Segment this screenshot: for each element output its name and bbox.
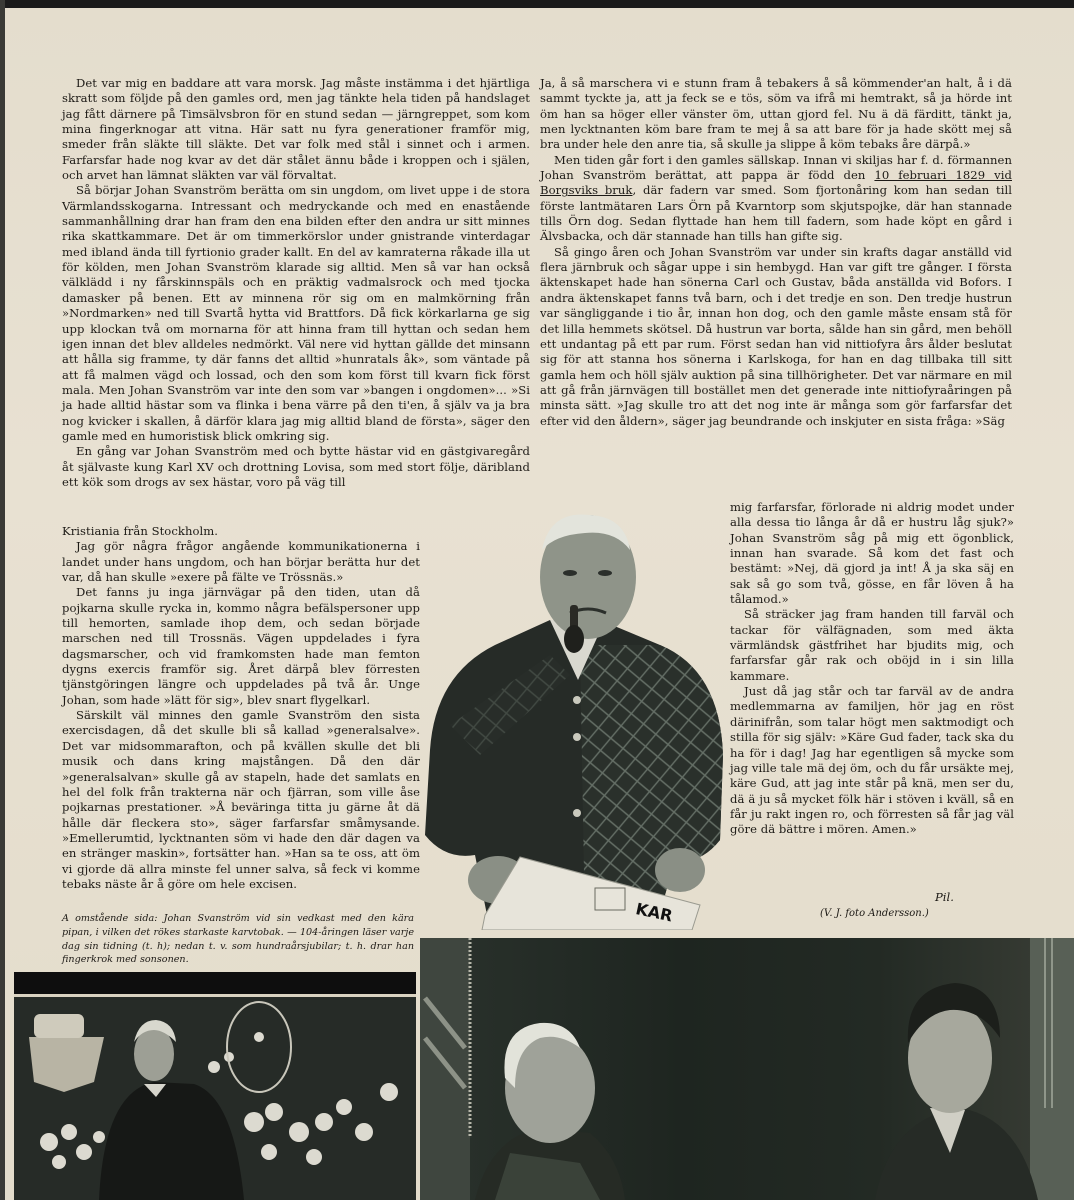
- article-paragraph: Kristiania från Stockholm.: [62, 524, 219, 538]
- article-paragraph: Ja, å så marschera vi e stunn fram å tebakers å så kömmender'an halt, å i dä sammt tyckte ja, att ja feck se e tös, söm va ifrå mi hemtrakt, så ja hörde int öm han sa höger eller vänster öm, uttan gjord fel. Nu ä dä färditt, tänkt ja, men lycktnanten köm bare fram te mej å sa att bare för ja hade skött mej så bra under hele den anre tia, så skulle ja slippe å köm tebaks åre därpå.»: [540, 76, 1012, 152]
- scan-left-edge: [0, 0, 5, 1200]
- photo-fingerpulling-with-grandson: [420, 938, 1074, 1200]
- paragraph-text: Men tiden går fort i den gamles sällskap. Innan vi skiljas har f. d. förmannen Johan Svanström berättat, att pappa är född den: [540, 152, 1012, 183]
- article-column-left: [62, 76, 530, 490]
- newspaper-masthead: KAR: [634, 899, 675, 926]
- photo-caption: A omstående sida: Johan Svanström vid sin vedkast med den kära pipan, i vilken det rökes starkaste karvtobak. — 104-åringen läser varje dag sin tidning (t. h); nedan t. v. som hundraårsjubilar; t. h. drar han fingerkrok med sonsonen.: [62, 913, 414, 966]
- article-paragraph: Det var mig en baddare att vara morsk. Jag måste instämma i det hjärtliga skratt som följde på den gamles ord, men jag tänkte hela tiden på handslaget jag fått därnere på Timsälvsbron för en stund sedan — järngreppet, som kom mina fingerknogar att vitna. Här satt nu fyra generationer framför mig, smeder från släkte till släkte. Det var folk med stål i sinnet och i armen. Farfarsfar hade nog kvar av det där stålet ännu både i kroppen och i själen, och arvet han lämnat släkten var väl förvaltat.: [62, 76, 530, 183]
- article-paragraph: mig farfarsfar, förlorade ni aldrig modet under alla dessa tio långa år då er hustru låg sjuk?» Johan Svanström såg på mig ett ögonblick, innan han svarade. Så kom det fast och bestämt: »Nej, dä gjord ja int! Å ja ska säj en sak så go som två, gösse, en får löven å ha tålamod.»: [730, 500, 1014, 607]
- underlined-birth-date: 10 februari 1829 vid Borgsviks bruk: [540, 168, 1012, 198]
- article-paragraph: En gång var Johan Svanström med och bytte hästar vid en gästgivaregård åt självaste kung Karl XV och drottning Lovisa, som med stort följe, däribland ett kök som drogs av sex hästar, voro på väg till: [62, 444, 530, 489]
- article-paragraph: Så gingo åren och Johan Svanström var under sin krafts dagar anställd vid flera järnbruk och sågar uppe i sin hembygd. Han var gift tre gånger. I första äktenskapet hade han sönerna Carl och Gustav, båda anställda vid Bofors. I andra äktenskapet fanns två barn, och i det tredje en son. Den tredje hustrun var sängliggande i tio år, innan hon dog, och den gamle måste ensam stå för det lilla hemmets skötsel. Då hustrun var borta, sålde han sin gård, men behöll ett undantag på ett par rum. Först sedan han vid nittiofyra års ålder beslutat sig för att stanna hos sönerna i Karlskoga, for han en dag tillbaka till sitt gamla hem och höll själv auktion på sina tillhörigheter. Det var närmare en mil att gå från järnvägen till bostället men det generade inte nittiofyraåringen på minsta sätt. »Jag skulle tro att det nog inte är många som gör farfarsfar det efter vid den åldern», säger jag beundrande och inskjuter en sista fråga: »Säg: [540, 244, 1012, 428]
- photo-centenarian-with-flowers: [14, 972, 416, 1200]
- article-paragraph: Jag gör några frågor angående kommunikationerna i landet under hans ungdom, och han börjar berätta hur det var, då han skulle »exere på fälte ve Trössnäs.»: [62, 539, 420, 585]
- article-paragraph: Så sträcker jag fram handen till farväl och tackar för välfägnaden, som med äkta värmländsk gästfrihet har bjudits mig, och farfarsfar går rak och oböjd in i sin lilla kammare.: [730, 607, 1014, 683]
- article-paragraph: Så börjar Johan Svanström berätta om sin ungdom, om livet uppe i de stora Värmlandsskogarna. Intressant och medryckande och med en enastående sammanhållning drar han fram den ena bilden efter den andra ur sitt minnes rika skattkammare. Det är om timmerkörslor under gnistrande vinterdagar med ibland ända till fyrtionio grader kallt. En del av kamraterna råkade illa ut för kölden, men Johan Svanström klarade sig alltid. Men så var han också välklädd i ny fårskinnspäls och en präktig vadmalsrock och med tjocka damasker på benen. Ett av minnena rör sig om en malmkörning från »Nordmarken» ned till Svartå hytta vid Brattfors. Då fick körkarlarna ge sig upp klockan två om mornarna för att hinna fram till hyttan och sedan hem igen innan det blev alldeles nedmörkt. Väl nere vid hyttan gällde det minsann att hålla sig framme, ty där fanns det alltid »hunratals åk», som väntade på att få malmen vägd och lossad, och den som kom först till kvarn fick först mala. Men Johan Svanström var inte den som var »bangen i ongdomen»... »Si ja hade alltid hästar som va flinka i bena värre på den ti'en, å själv va ja bra nog kvicker i skallen, å därför klara jag mig alltid bland de första», säger den gamle med en humoristisk blick omkring sig.: [62, 183, 530, 443]
- photo-credit: (V. J. foto Andersson.): [820, 908, 929, 919]
- photo-old-man-with-pipe: [420, 505, 725, 930]
- article-column-left-narrow: [62, 524, 420, 892]
- article-paragraph: Särskilt väl minnes den gamle Svanström den sista exercisdagen, då det skulle bli så kallad »generalsalve». Det var midsommarafton, och på kvällen skulle det bli musik och dans kring majstången. Då den där »generalsalvan» skulle gå av stapeln, hade det samlats en hel del folk från trakterna när och fjärran, som ville åse pojkarnas prestationer. »Å beväringa titta ju gärne åt dä hålle där fleckera sto», säger farfarsfar småmysande. »Emellerumtid, lycktnanten söm vi hade den där dagen va en stränger maskin», fortsätter han. »Han sa te oss, att öm vi gjorde dä allra minste fel unner salva, så feck vi komme tebaks näste år å göre om hele excisen.: [62, 708, 420, 891]
- paragraph-text: , där fadern var smed. Som fjortonåring kom han sedan till förste lantmätaren Lars Örn på Kvarntorp som skjutspojke, där han stannade tills Örn dog. Sedan flyttade han hem till fadern, som hade köpt en gård i Älvsbacka, och där stannade han tills han gifte sig.: [540, 183, 1012, 244]
- article-paragraph: [540, 153, 1012, 245]
- article-column-right-narrow: [730, 500, 1014, 838]
- article-paragraph: Just då jag står och tar farväl av de andra medlemmarna av familjen, hör jag en röst därinifrån, som talar högt men saktmodigt och stilla för sig själv: »Käre Gud fader, tack ska du ha för i dag! Jag har egentligen så mycke som jag ville tale mä dej öm, och du får ursäkte mej, käre Gud, att jag inte står på knä, men ser du, dä ä ju så mycket fölk här i stöven i kväll, så en får ju rakt ingen ro, och förresten så får jag väl göre dä bättre i mören. Amen.»: [730, 684, 1014, 837]
- article-column-right: [540, 76, 1012, 429]
- scan-top-edge: [0, 0, 1074, 8]
- article-paragraph: Det fanns ju inga järnvägar på den tiden, utan då pojkarna skulle rycka in, kommo några befälspersoner upp till hemorten, samlade ihop dem, och sedan började marschen ned till Trossnäs. Vägen uppdelades i fyra dagsmarscher, och vid framkomsten hade man femton dygns exercis framför sig. Året därpå blev förresten tjänstgöringen längre och uppdelades på två år. Unge Johan, som hade »lätt för sig», blev snart flygelkarl.: [62, 585, 420, 707]
- author-signature: Pil.: [935, 890, 954, 904]
